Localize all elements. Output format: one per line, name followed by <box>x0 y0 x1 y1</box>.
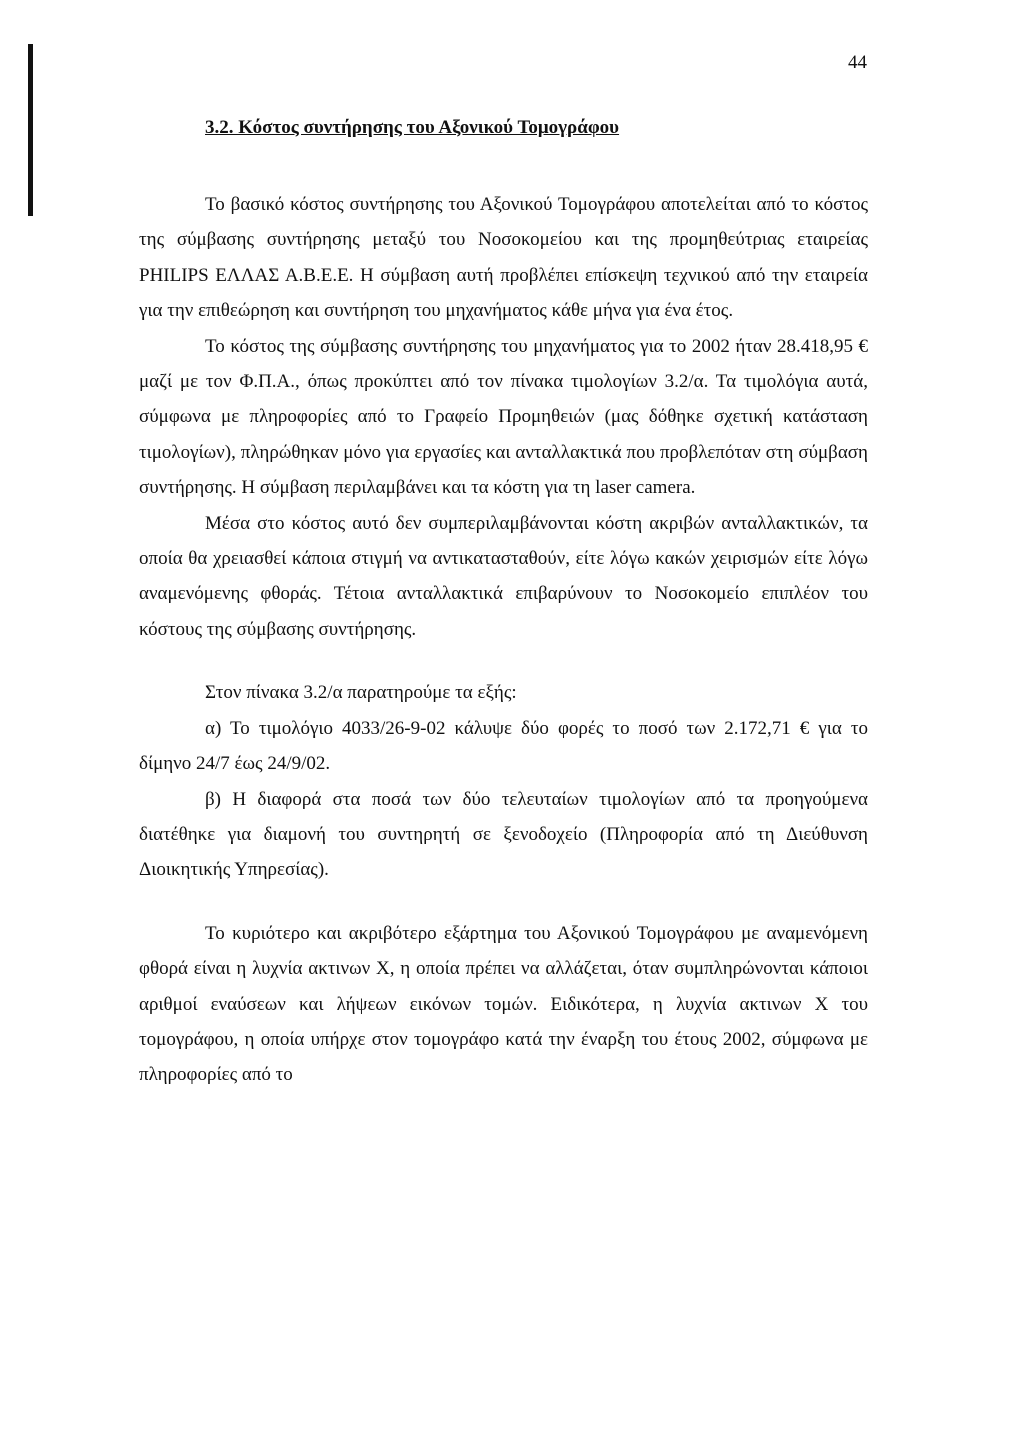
paragraph-contract-cost: Το κόστος της σύμβασης συντήρησης του μηχανήματος για το 2002 ήταν 28.418,95 € μαζί με τον Φ.Π.Α., όπως προκύπτει από τον πίνακα τιμολογίων 3.2/α. Τα τιμολόγια αυτά, σύμφωνα με πληροφορίες από το Γραφείο Προμηθειών (μας δόθηκε σχετική κατάσταση τιμολογίων), πληρώθηκαν μόνο για εργασίες και ανταλλακτικά που προβλεπόταν στη σύμβαση συντήρησης. Η σύμβαση περιλαμβάνει και τα κόστη για τη laser camera. <box>139 335 868 499</box>
paragraph-maintenance-contract: Το βασικό κόστος συντήρησης του Αξονικού Τομογράφου αποτελείται από το κόστος της σύμβασης συντήρησης μεταξύ του Νοσοκομείου και της προμηθεύτριας εταιρείας PHILIPS ΕΛΛΑΣ Α.Β.Ε.Ε. Η σύμβαση αυτή προβλέπει επίσκεψη τεχνικού από την εταιρεία για την επιθεώρηση και συντήρηση του μηχανήματος κάθε μήνα για ένα έτος. <box>139 194 868 322</box>
paragraph-observation-a: α) Το τιμολόγιο 4033/26-9-02 κάλυψε δύο φορές το ποσό των 2.172,71 € για το δίμηνο 24/7 έως 24/9/02. <box>139 717 868 775</box>
paragraph-excluded-costs: Μέσα στο κόστος αυτό δεν συμπεριλαμβάνονται κόστη ακριβών ανταλλακτικών, τα οποία θα χρειασθεί κάποια στιγμή να αντικατασταθούν, είτε λόγω κακών χειρισμών είτε λόγω αναμενόμενης φθοράς. Τέτοια ανταλλακτικά επιβαρύνουν το Νοσοκομείο επιπλέον του κόστους της σύμβασης συντήρησης. <box>139 512 868 640</box>
section-title: 3.2. Κόστος συντήρησης του Αξονικού Τομογράφου <box>205 117 620 138</box>
paragraph-observation-b: β) Η διαφορά στα ποσά των δύο τελευταίων τιμολογίων από τα προηγούμενα διατέθηκε για διαμονή του συντηρητή σε ξενοδοχείο (Πληροφορία από τη Διεύθυνση Διοικητικής Υπηρεσίας). <box>139 788 868 881</box>
document-body <box>139 114 868 1093</box>
page-number: 44 <box>848 52 867 73</box>
paragraph-xray-tube: Το κυριότερο και ακριβότερο εξάρτημα του Αξονικού Τομογράφου με αναμενόμενη φθορά είναι η λυχνία ακτινων Χ, η οποία πρέπει να αλλάζεται, όταν συμπληρώνονται κάποιοι αριθμοί εναύσεων και λήψεων εικόνων τομών. Ειδικότερα, η λυχνία ακτινων Χ του τομογράφου, η οποία υπήρχε στον τομογράφο κατά την έναρξη του έτους 2002, σύμφωνα με πληροφορίες από το <box>139 922 868 1086</box>
margin-bar <box>28 44 33 216</box>
paragraph-observations-intro: Στον πίνακα 3.2/α παρατηρούμε τα εξής: <box>205 682 517 704</box>
